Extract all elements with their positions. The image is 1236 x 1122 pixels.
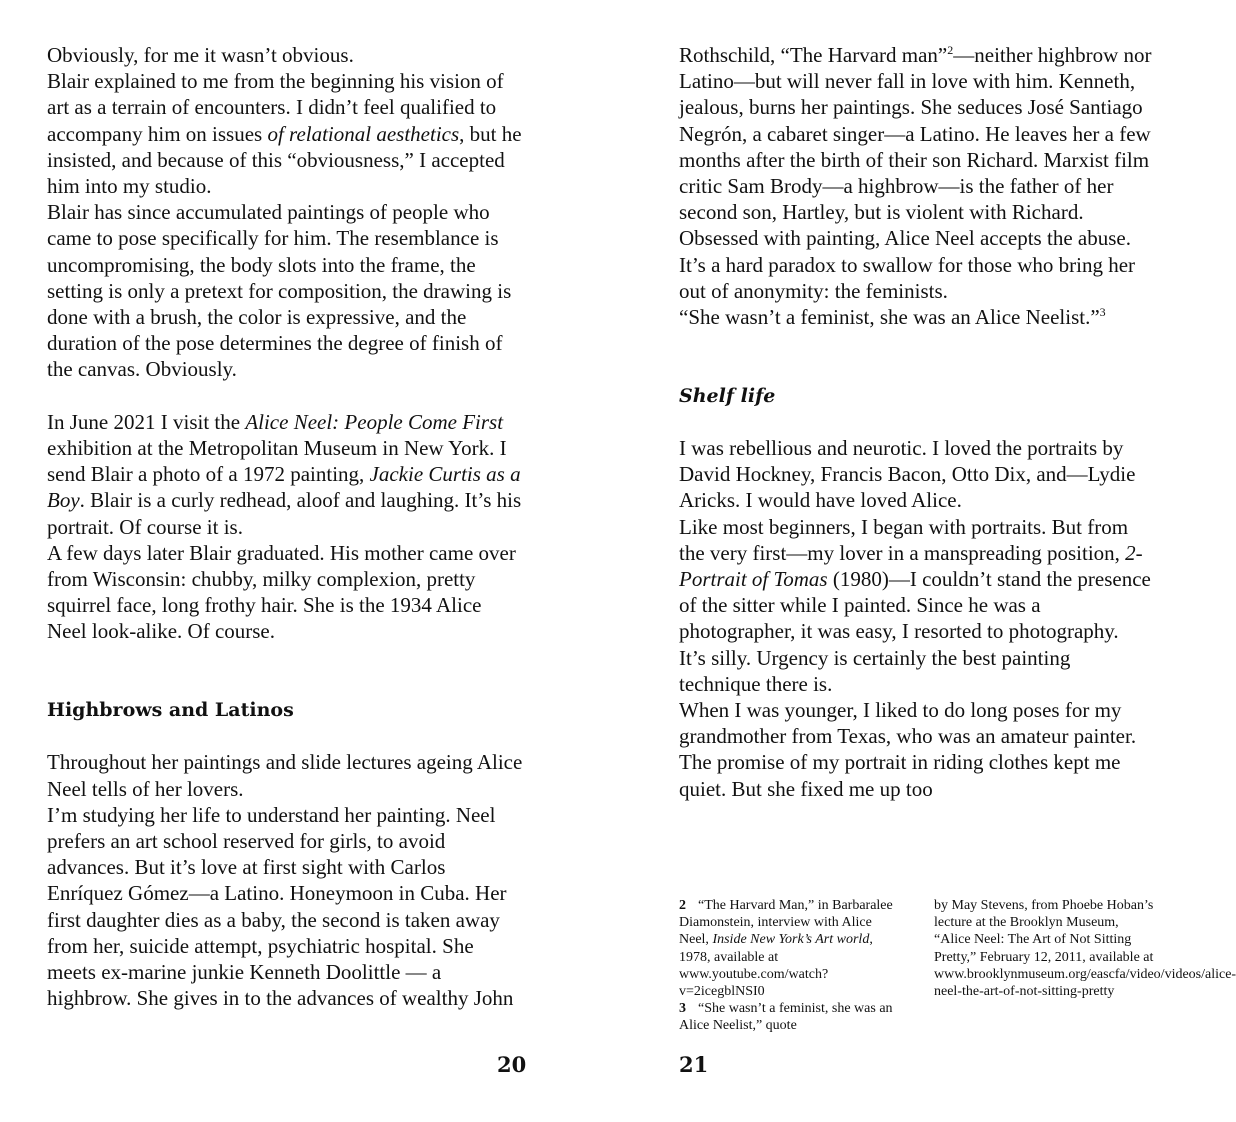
footnotes-column-1 bbox=[679, 897, 902, 1035]
left-section-3 bbox=[47, 749, 525, 1011]
left-section-1 bbox=[47, 42, 525, 383]
page-number-left: 20 bbox=[497, 1052, 527, 1077]
paragraph: I’m studying her life to understand her painting. Neel prefers an art school reserved for girls, to avoid advances. But it’s love at first sight with Carlos Enríquez Gómez—a Latino. Honeymoon in Cuba. Her first daughter dies as a baby, the second is taken away from her, suicide attempt, psychiatric hospital. She meets ex-marine junkie Kenneth Doolittle — a highbrow. She gives in to the advances of wealthy John bbox=[47, 802, 514, 1011]
paragraph: I was rebellious and neurotic. I loved the portraits by David Hockney, Francis Bacon, Otto Dix, and—Lydie Aricks. I would have loved Alice. bbox=[679, 436, 1136, 513]
right-section-1 bbox=[679, 42, 1157, 330]
left-page bbox=[47, 42, 525, 1011]
paragraph: Blair explained to me from the beginning his vision of art as a terrain of encounters. I didn’t feel qualified to accompany him on issues of relational aesthetics, but he insisted, and because of this “obviousness,” I accepted him into my studio. bbox=[47, 69, 522, 199]
paragraph: “She wasn’t a feminist, she was an Alice Neelist.”$^3$ bbox=[679, 305, 1106, 330]
footnotes bbox=[679, 897, 1236, 1035]
paragraph: In June 2021 I visit the Alice Neel: People Come First exhibition at the Metropolitan Museum in New York. I send Blair a photo of a 1972 painting, Jackie Curtis as a Boy. Blair is a curly redhead, aloof and laughing. It’s his portrait. Of course it is. bbox=[47, 409, 522, 539]
paragraph: A few days later Blair graduated. His mother came over from Wisconsin: chubby, milky complexion, pretty squirrel face, long frothy hair. She is the 1934 Alice Neel look-alike. Of course. bbox=[47, 540, 516, 644]
paragraph: When I was younger, I liked to do long poses for my grandmother from Texas, who was an amateur painter. The promise of my portrait in riding clothes kept me quiet. But she fixed me up too bbox=[679, 698, 1137, 801]
left-section-2 bbox=[47, 409, 525, 645]
paragraph: 3 “She wasn’t a feminist, she was an Alice Neelist,” quote bbox=[679, 1001, 893, 1034]
paragraph: Throughout her paintings and slide lectures ageing Alice Neel tells of her lovers. bbox=[47, 750, 523, 801]
heading-shelf-life: Shelf life bbox=[679, 384, 776, 407]
paragraph: Like most beginners, I began with portraits. But from the very first—my lover in a manspreading position, 2-Portrait of Tomas (1980)—I couldn’t stand the presence of the sitter while I painted. Since he was a photographer, it was easy, I resorted to photography. bbox=[679, 514, 1151, 644]
paragraph: 2 “The Harvard Man,” in Barbaralee Diamonstein, interview with Alice Neel, Inside New York’s Art world, 1978, available at www.youtube.com/watch?v=2icegblNSI0 bbox=[679, 898, 893, 1000]
heading-highbrows-and-latinos: Highbrows and Latinos bbox=[47, 699, 294, 722]
right-page bbox=[679, 42, 1157, 802]
paragraph: It’s silly. Urgency is certainly the best painting technique there is. bbox=[679, 645, 1071, 696]
right-section-2 bbox=[679, 435, 1157, 802]
paragraph: Obviously, for me it wasn’t obvious. bbox=[47, 43, 354, 67]
paragraph: Blair has since accumulated paintings of people who came to pose specifically for him. The resemblance is uncompromising, the body slots into the frame, the setting is only a pretext for composition, the drawing is done with a brush, the color is expressive, and the duration of the pose determines the degree of finish of the canvas. Obviously. bbox=[47, 200, 512, 382]
paragraph: Rothschild, “The Harvard man”$^2$—neither highbrow nor Latino—but will never fall in love with him. Kenneth, jealous, burns her paintings. She seduces José Santiago Negrón, a cabaret singer—a Latino. He leaves her a few months after the birth of their son Richard. Marxist film critic Sam Brody—a highbrow—is the father of her second son, Hartley, but is violent with Richard. Obsessed with painting, Alice Neel accepts the abuse. It’s a hard paradox to swallow for those who bring her out of anonymity: the feminists. bbox=[679, 43, 1152, 303]
footnotes-column-2 bbox=[934, 897, 1236, 1035]
paragraph: by May Stevens, from Phoebe Hoban’s lecture at the Brooklyn Museum, “Alice Neel: The Art of Not Sitting Pretty,” February 12, 2011, available at www.brooklynmuseum.org/eascfa/video/videos/alice-neel-the-art-of-not-sitting-pretty bbox=[934, 898, 1236, 1000]
page-number-right: 21 bbox=[679, 1052, 709, 1077]
